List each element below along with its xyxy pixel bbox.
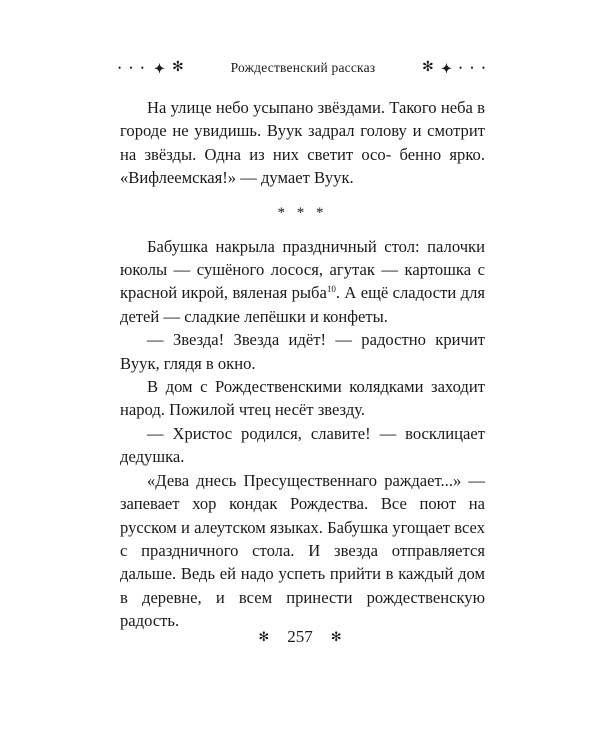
- paragraph-1-line: неба в городе не увидишь. Вуук задрал голову: [120, 98, 485, 141]
- paragraph-2-text-after: . А ещё сладости для детей — сладкие лепёшки и конфеты.: [120, 283, 485, 326]
- snowflake-icon: ✻: [172, 60, 184, 75]
- page-number: 257: [287, 627, 313, 646]
- dots-ornament: • • •: [459, 63, 488, 73]
- paragraph-3: — Звезда! Звезда идёт! — радостно кричит Вуук, глядя в окно.: [120, 330, 485, 373]
- right-ornament: [422, 61, 488, 75]
- running-head: [118, 60, 488, 76]
- snowflake-icon: ✻: [330, 629, 342, 644]
- paragraph-1-line: бенно ярко. «Вифлеемская!» — думает Вуук.: [120, 144, 485, 188]
- left-ornament: [118, 61, 184, 75]
- running-title: Рождественский рассказ: [230, 60, 376, 75]
- paragraph-6: «Дева днесь Пресущественнаго раждает...» — запевает хор кондак Рождества. Все поют на русском и алеутском языках. Бабушка угощает всех с праздничного стола. И звезда отправляется дальше. Ведь ей надо успеть прийти в каждый дом в деревне, и всем принести рождественскую радость.: [120, 470, 485, 631]
- body-text: [120, 96, 485, 633]
- paragraph-1-line: и смотрит на звёзды. Одна из них светит осо-: [120, 121, 485, 164]
- paragraph-5: — Христос родился, славите! — восклицает дедушка.: [120, 423, 485, 467]
- cross-ornament: ✦: [440, 60, 453, 76]
- page-footer: [0, 627, 600, 647]
- paragraph-2: [120, 235, 485, 329]
- snowflake-icon: ✻: [422, 60, 434, 75]
- paragraph-1: [120, 96, 485, 190]
- paragraph-4: В дом с Рождественскими колядками заходит народ. Пожилой чтец несёт звезду.: [120, 377, 485, 420]
- dots-ornament: • • •: [118, 63, 147, 73]
- cross-ornament: ✦: [153, 60, 166, 76]
- footnote-marker: 10: [326, 284, 336, 295]
- paragraph-1-line: На улице небо усыпано звёздами. Такого: [147, 98, 437, 117]
- section-separator: * * *: [277, 204, 328, 221]
- paragraph-2-text: Бабушка накрыла праздничный стол: палочки юколы — сушёного лосося, агутак — картошка с красной икрой, вяленая рыба: [120, 236, 485, 303]
- snowflake-icon: ✻: [258, 629, 270, 644]
